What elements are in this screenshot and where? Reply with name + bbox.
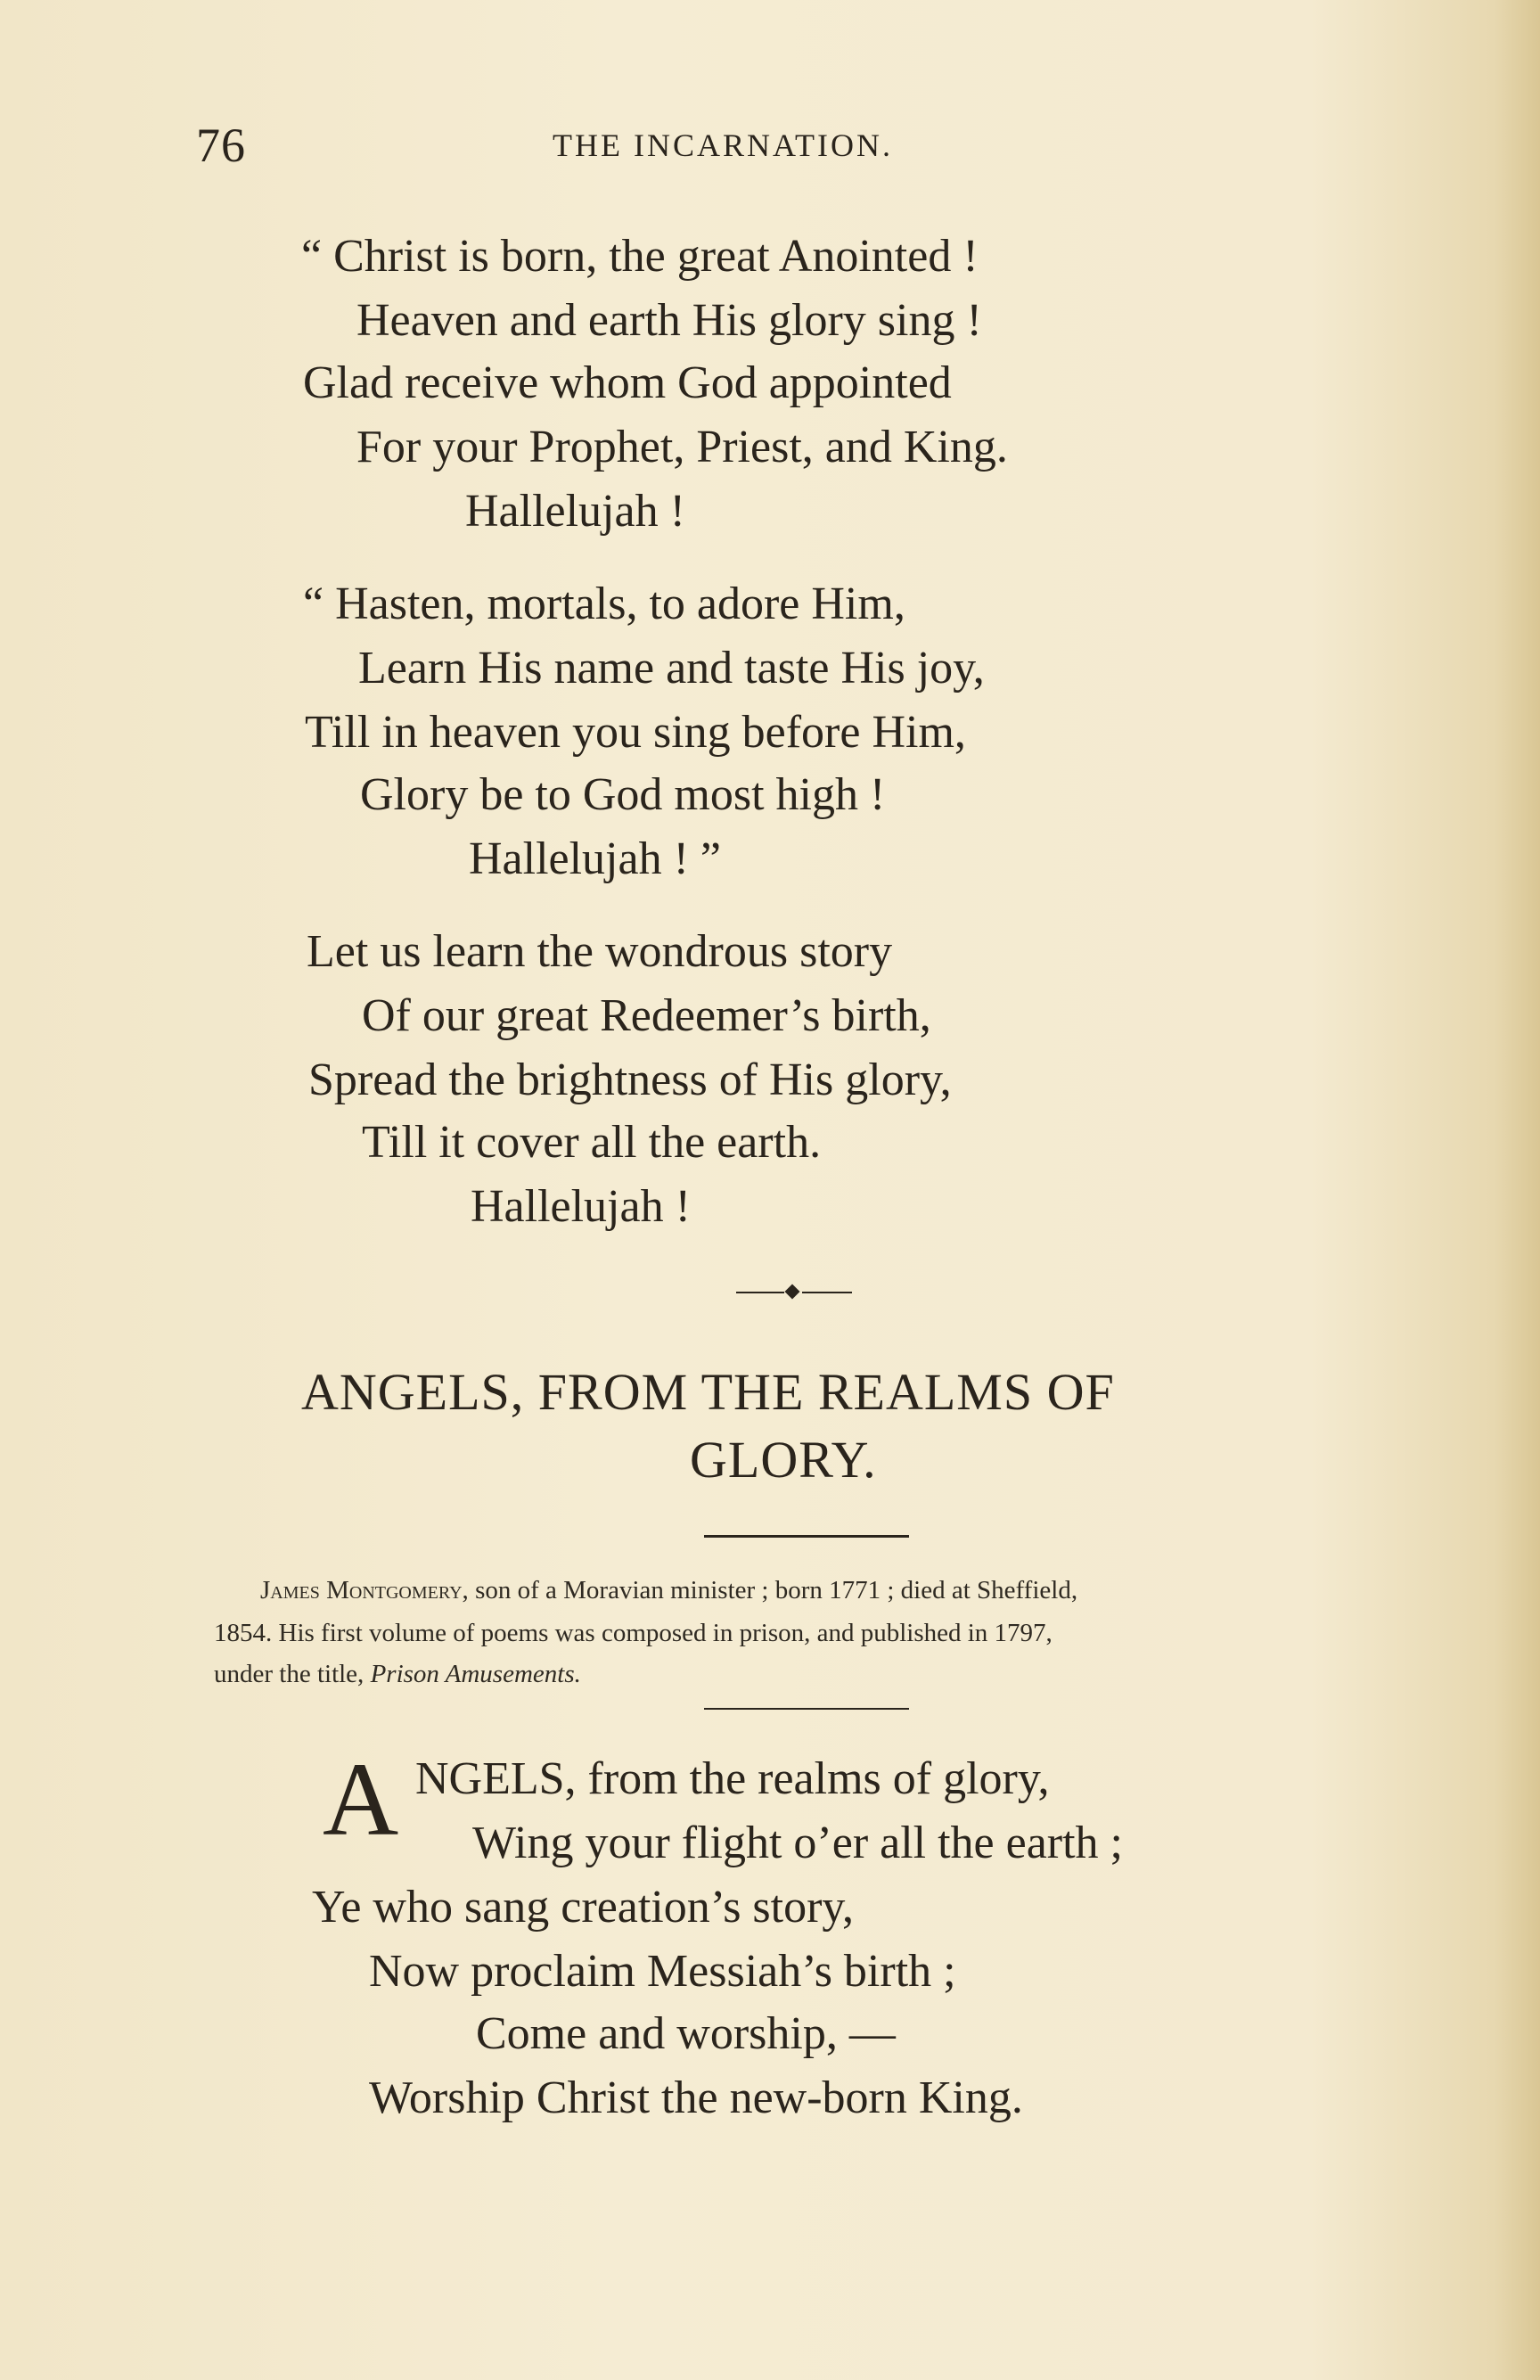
refrain-line: Hallelujah ! ” — [469, 833, 721, 884]
verse-line: “ Christ is born, the great Anointed ! — [301, 231, 979, 282]
hymn-title-line-2: GLORY. — [690, 1431, 877, 1489]
verse-line: Learn His name and taste His joy, — [358, 643, 985, 693]
bio-rule — [704, 1708, 909, 1710]
author-bio-line-3 — [214, 1662, 581, 1687]
section-ornament — [736, 1284, 852, 1301]
ornament-rule-left — [736, 1292, 784, 1293]
running-head: THE INCARNATION. — [553, 127, 893, 163]
bio-text: under the title, — [214, 1660, 371, 1688]
verse-line: NGELS, from the realms of glory, — [415, 1753, 1050, 1804]
verse-line: Of our great Redeemer’s birth, — [362, 990, 931, 1041]
verse-line: Ye who sang creation’s story, — [312, 1882, 855, 1933]
verse-line: Let us learn the wondrous story — [307, 926, 893, 977]
verse-line: Wing your flight o’er all the earth ; — [472, 1818, 1124, 1868]
book-title: Prison Amusements. — [370, 1660, 581, 1688]
verse-line: “ Hasten, mortals, to adore Him, — [303, 579, 905, 629]
diamond-icon — [785, 1284, 800, 1300]
ornament-rule-right — [802, 1292, 852, 1293]
verse-line: Heaven and earth His glory sing ! — [356, 295, 982, 346]
hymn-title-line-1: ANGELS, FROM THE REALMS OF — [301, 1363, 1115, 1421]
title-rule — [704, 1535, 909, 1538]
verse-line: Glory be to God most high ! — [360, 769, 886, 820]
verse-line: Till in heaven you sing before Him, — [305, 707, 966, 758]
verse-line: Come and worship, — — [476, 2008, 896, 2059]
refrain-line: Hallelujah ! — [471, 1181, 691, 1232]
author-name: James Montgomery, — [260, 1576, 469, 1604]
verse-line: Spread the brightness of His glory, — [308, 1055, 952, 1105]
verse-line: Till it cover all the earth. — [362, 1117, 822, 1168]
refrain-line: Hallelujah ! — [465, 486, 685, 537]
verse-line: Glad receive whom God appointed — [303, 357, 952, 408]
bio-text: son of a Moravian minister ; born 1771 ; died at Sheffield, — [468, 1576, 1078, 1604]
drop-cap: A — [323, 1741, 399, 1858]
author-bio-line-2: 1854. His first volume of poems was composed in prison, and published in 1797, — [214, 1619, 1053, 1647]
verse-line: Worship Christ the new-born King. — [369, 2072, 1023, 2123]
verse-line: Now proclaim Messiah’s birth ; — [369, 1946, 956, 1997]
page-number: 76 — [196, 119, 246, 172]
author-bio-line-1 — [260, 1578, 1077, 1604]
verse-line: For your Prophet, Priest, and King. — [356, 422, 1008, 472]
